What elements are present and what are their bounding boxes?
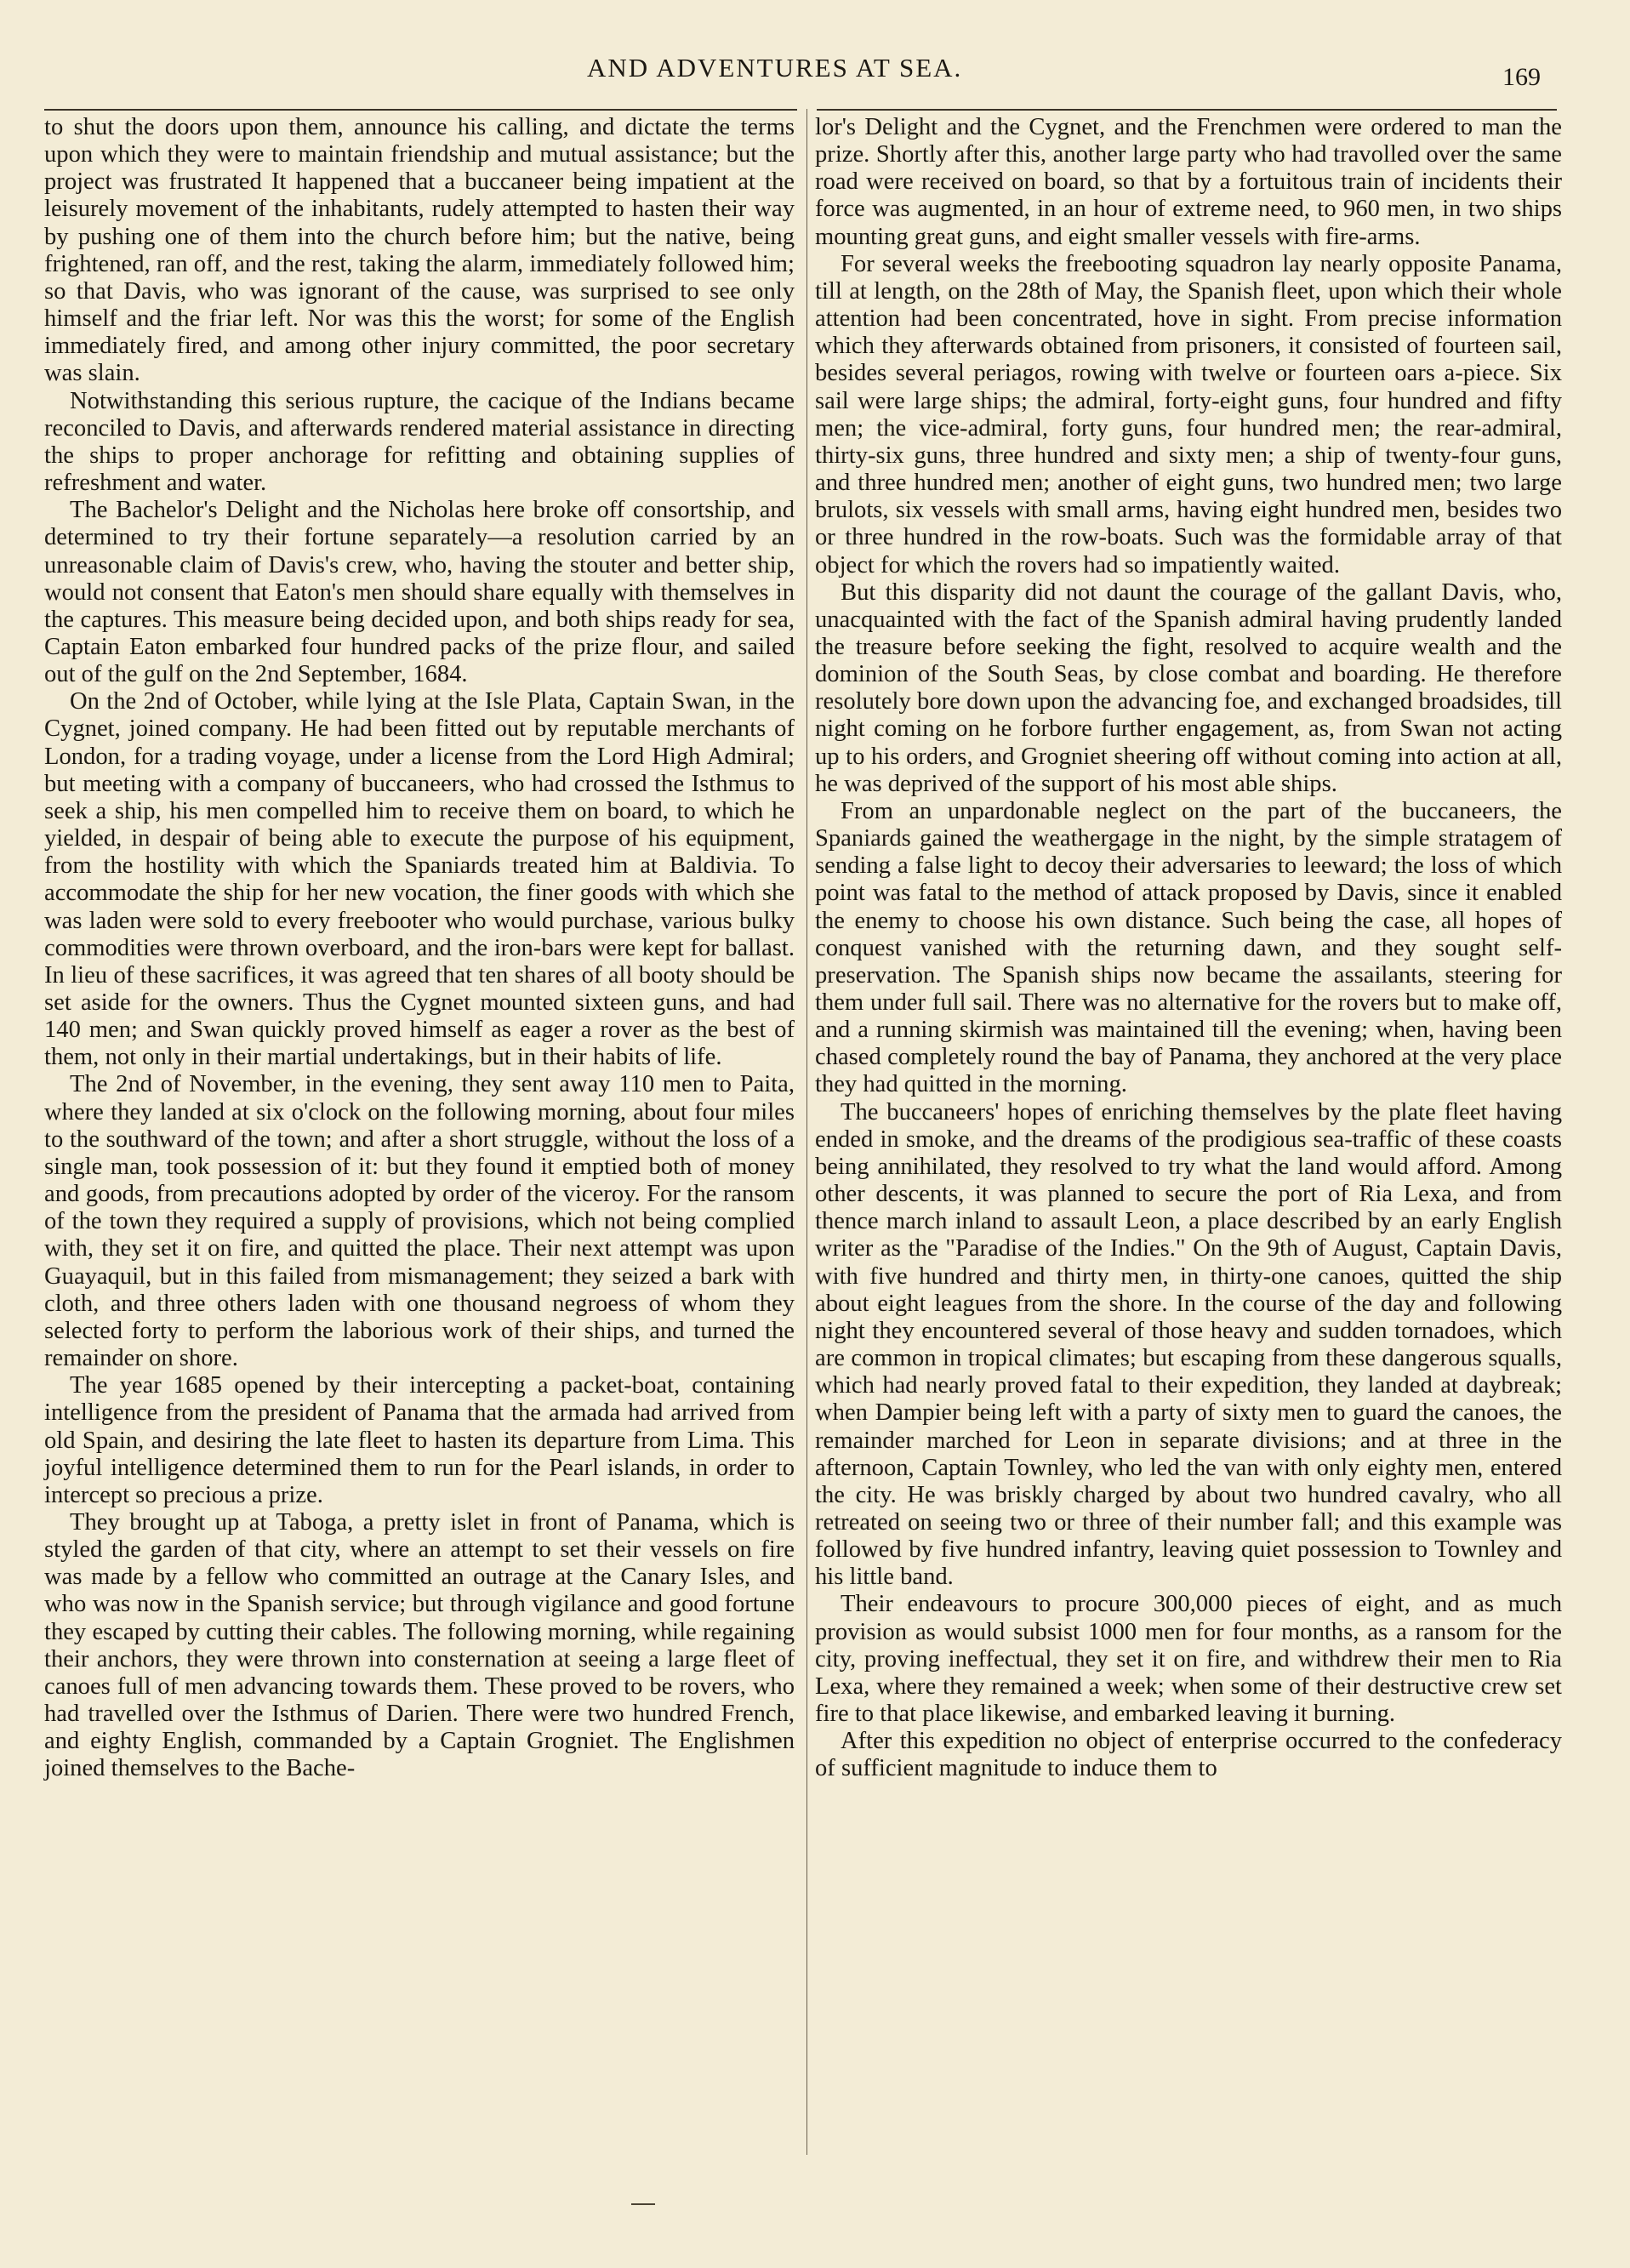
paragraph: to shut the doors upon them, announce his calling, and dictate the terms upon which they were to maintain friendship and mutual assistance; but the project was frustrated It happened that a buccaneer being impatient at the leisurely movement of the inhabitants, rudely attempted to hasten their way by pushing one of them into the church before him; but the native, being frightened, ran off, and the rest, taking the alarm, immediately followed him; so that Davis, who was ignorant of the cause, was surprised to see only himself and the friar left. Nor was this the worst; for some of the English immediately fired, and among other injury committed, the poor secretary was slain. <box>44 114 795 387</box>
running-head <box>0 51 1630 94</box>
paragraph: lor's Delight and the Cygnet, and the Frenchmen were ordered to man the prize. Shortly after this, another large party who had travolled over the same road were received on board, so that by a fortuitous train of incidents their force was augmented, in an hour of extreme need, to 960 men, in two ships mounting great guns, and eight smaller vessels with fire-arms. <box>815 114 1562 250</box>
paragraph: From an unpardonable neglect on the part of the buccaneers, the Spaniards gained the weathergage in the night, by the simple stratagem of sending a false light to decoy their adversaries to leeward; the loss of which point was fatal to the method of attack proposed by Davis, since it enabled the enemy to choose his own distance. Such being the case, all hopes of conquest vanished with the returning dawn, and they sought self-preservation. The Spanish ships now became the assailants, steering for them under full sail. There was no alternative for the rovers but to make off, and a running skirmish was maintained till the evening; when, having been chased completely round the bay of Panama, they anchored at the very place they had quitted in the morning. <box>815 797 1562 1098</box>
footer-dash <box>631 2203 655 2205</box>
paragraph: They brought up at Taboga, a pretty islet in front of Panama, which is styled the garden of that city, where an attempt to set their vessels on fire was made by a fellow who committed an outrage at the Canary Isles, and who was now in the Spanish service; but through vigilance and good fortune they escaped by cutting their cables. The following morning, while regaining their anchors, they were thrown into consternation at seeing a large fleet of canoes full of men advancing towards them. These proved to be rovers, who had travelled over the Isthmus of Darien. There were two hundred French, and eighty English, commanded by a Captain Grogniet. The Englishmen joined themselves to the Bache- <box>44 1508 795 1782</box>
paragraph: On the 2nd of October, while lying at the Isle Plata, Captain Swan, in the Cygnet, joined company. He had been fitted out by reputable merchants of London, for a trading voyage, under a license from the Lord High Admiral; but meeting with a company of buccaneers, who had crossed the Isthmus to seek a ship, his men compelled him to receive them on board, to which he yielded, in despair of being able to execute the purpose of his equipment, from the hostility with which the Spaniards treated him at Baldivia. To accommodate the ship for her new vocation, the finer goods with which she was laden were sold to every freebooter who would purchase, various bulky commodities were thrown overboard, and the iron-bars were kept for ballast. In lieu of these sacrifices, it was agreed that ten shares of all booty should be set aside for the owners. Thus the Cygnet mounted sixteen guns, and had 140 men; and Swan quickly proved himself as eager a rover as the best of them, not only in their martial undertakings, but in their habits of life. <box>44 688 795 1071</box>
right-column <box>815 114 1562 1783</box>
paragraph: But this disparity did not daunt the courage of the gallant Davis, who, unacquainted with the fact of the Spanish admiral having prudently landed the treasure before seeking the fight, resolved to acquire wealth and the dominion of the South Seas, by close combat and boarding. He therefore resolutely bore down upon the advancing foe, and exchanged broadsides, till night coming on he forbore further engagement, as, from Swan not acting up to his orders, and Grogniet sheering off without coming into action at all, he was deprived of the support of his most able ships. <box>815 578 1562 797</box>
header-rule-right <box>817 109 1557 111</box>
paragraph: Notwithstanding this serious rupture, the cacique of the Indians became reconciled to Davis, and afterwards rendered material assistance in directing the ships to proper anchorage for refitting and obtaining supplies of refreshment and water. <box>44 387 795 497</box>
paragraph: The Bachelor's Delight and the Nicholas here broke off consortship, and determined to try their fortune separately—a resolution carried by an unreasonable claim of Davis's crew, who, having the stouter and better ship, would not consent that Eaton's men should share equally with themselves in the captures. This measure being decided upon, and both ships ready for sea, Captain Eaton embarked four hundred packs of the prize flour, and sailed out of the gulf on the 2nd September, 1684. <box>44 497 795 688</box>
paragraph: The 2nd of November, in the evening, they sent away 110 men to Paita, where they landed at six o'clock on the following morning, about four miles to the southward of the town; and after a short struggle, without the loss of a single man, took possession of it: but they found it emptied both of money and goods, from precautions adopted by order of the viceroy. For the ransom of the town they required a supply of provisions, which not being complied with, they set it on fire, and quitted the place. Their next attempt was upon Guayaquil, but in this failed from mismanagement; they seized a bark with cloth, and three others laden with one thousand negroess of whom they selected forty to perform the laborious work of their ships, and turned the remainder on shore. <box>44 1071 795 1372</box>
paragraph: The buccaneers' hopes of enriching themselves by the plate fleet having ended in smoke, and the dreams of the prodigious sea-traffic of these coasts being annihilated, they resolved to try what the land would afford. Among other descents, it was planned to secure the port of Ria Lexa, and from thence march inland to assault Leon, a place described by an early English writer as the "Paradise of the Indies." On the 9th of August, Captain Davis, with five hundred and thirty men, in thirty-one canoes, quitted the ship about eight leagues from the shore. In the course of the day and following night they encountered several of those heavy and sudden tornadoes, which are common in tropical climates; but escaping from these dangerous squalls, which had nearly proved fatal to their expedition, they landed at daybreak; when Dampier being left with a party of sixty men to guard the canoes, the remainder marched for Leon in separate divisions; and at three in the afternoon, Captain Townley, who led the van with only eighty men, entered the city. He was briskly charged by about two hundred cavalry, who all retreated on seeing two or three of their number fall; and this example was followed by five hundred infantry, leaving quiet possession to Townley and his little band. <box>815 1098 1562 1591</box>
paragraph: Their endeavours to procure 300,000 pieces of eight, and as much provision as would subsist 1000 men for four months, as a ransom for the city, proving ineffectual, they set it on fire, and withdrew their men to Ria Lexa, where they remained a week; when some of their destructive crew set fire to that place likewise, and embarked leaving it burning. <box>815 1591 1562 1728</box>
paragraph: The year 1685 opened by their intercepting a packet-boat, containing intelligence from the president of Panama that the armada had arrived from old Spain, and desiring the late fleet to hasten its departure from Lima. This joyful intelligence determined them to run for the Pearl islands, in order to intercept so precious a prize. <box>44 1372 795 1508</box>
header-rule-left <box>44 109 797 111</box>
paragraph: For several weeks the freebooting squadron lay nearly opposite Panama, till at length, on the 28th of May, the Spanish fleet, upon which their whole attention had been concentrated, hove in sight. From precise information which they afterwards obtained from prisoners, it consisted of fourteen sail, besides several periagos, rowing with twelve or fourteen oars a-piece. Six sail were large ships; the admiral, forty-eight guns, four hundred and fifty men; the vice-admiral, forty guns, four hundred men; the rear-admiral, thirty-six guns, three hundred and sixty men; a ship of twenty-four guns, and three hundred men; another of eight guns, two hundred men; two large brulots, six vessels with small arms, having eight hundred men, besides two or three hundred in the row-boats. Such was the formidable array of that object for which the rovers had so impatiently waited. <box>815 250 1562 578</box>
column-divider <box>806 109 807 2155</box>
left-column <box>44 114 795 1783</box>
paragraph: After this expedition no object of enterprise occurred to the confederacy of sufficient magnitude to induce them to <box>815 1728 1562 1782</box>
page-number: 169 <box>1502 63 1541 91</box>
running-title: AND ADVENTURES AT SEA. <box>587 53 963 83</box>
